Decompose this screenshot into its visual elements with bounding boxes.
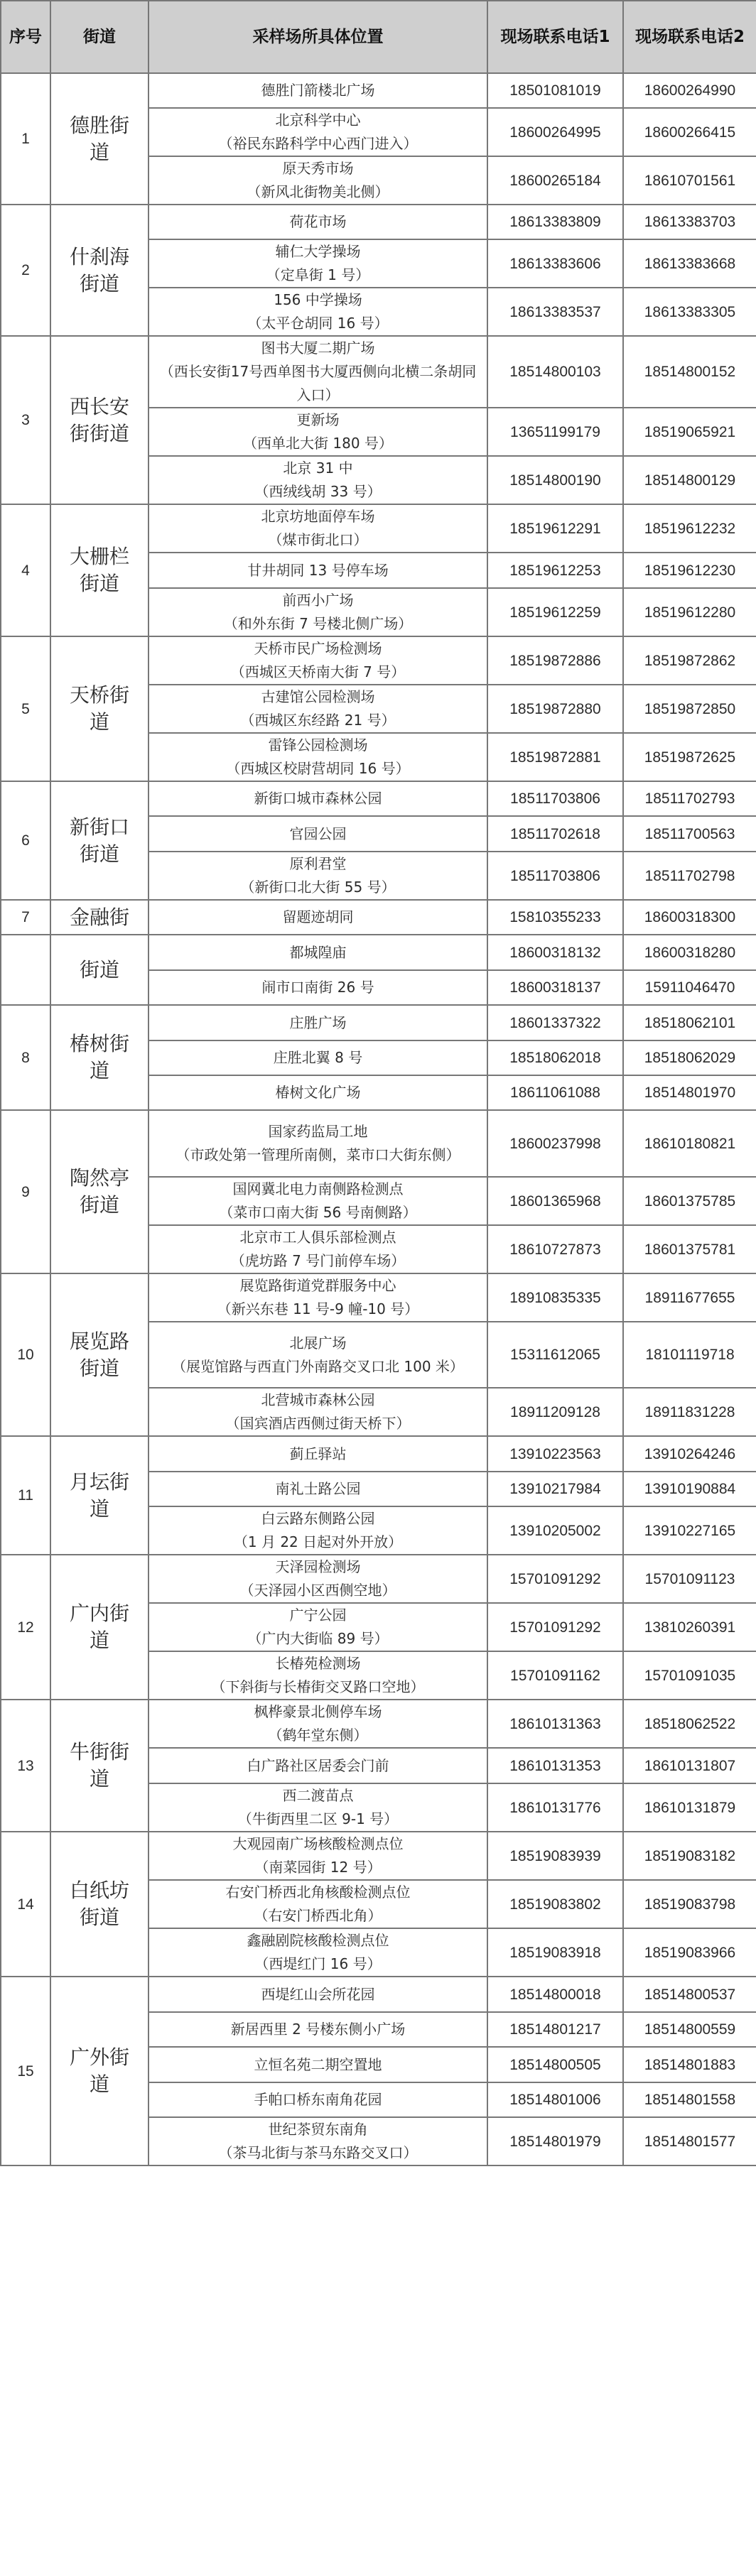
- location-cell: [148, 1472, 487, 1506]
- row-number: 3: [1, 336, 50, 504]
- location-address: （西单北大街 180 号）: [243, 435, 393, 452]
- phone1-cell: 18613383606: [487, 239, 623, 288]
- location-address: （虎坊路 7 号门前停车场）: [230, 1252, 406, 1269]
- street-name: 大栅栏街道: [50, 504, 148, 636]
- location-cell: [148, 288, 487, 336]
- table-row: [1, 900, 756, 935]
- location-cell: [148, 553, 487, 588]
- row-number: 12: [1, 1555, 50, 1700]
- phone1-cell: 18611061088: [487, 1075, 623, 1110]
- street-name: 新街口街道: [50, 781, 148, 900]
- phone2-cell: 18514800152: [623, 336, 756, 408]
- phone1-cell: 15701091162: [487, 1651, 623, 1700]
- row-number: 4: [1, 504, 50, 636]
- street-name: 什刹海街道: [50, 205, 148, 336]
- location-cell: [148, 935, 487, 970]
- location-address: （新街口北大街 55 号）: [240, 879, 396, 896]
- phone2-cell: 18519065921: [623, 408, 756, 456]
- table-row: [1, 935, 756, 970]
- location-name: 天泽园检测场: [275, 1558, 361, 1575]
- phone1-cell: 18613383809: [487, 205, 623, 239]
- location-name: 北展广场: [289, 1334, 347, 1352]
- phone1-cell: 18519872881: [487, 733, 623, 781]
- location-address: （天泽园小区西侧空地）: [239, 1582, 396, 1599]
- location-name: 庄胜广场: [289, 1013, 347, 1031]
- phone2-cell: 18514800559: [623, 2012, 756, 2047]
- phone2-cell: 18519612280: [623, 588, 756, 636]
- phone2-cell: 18613383668: [623, 239, 756, 288]
- location-address: （裕民东路科学中心西门进入）: [218, 135, 418, 152]
- location-address: （煤市街北口）: [268, 531, 368, 548]
- phone1-cell: 18514800018: [487, 1977, 623, 2012]
- phone2-cell: 15701091035: [623, 1651, 756, 1700]
- location-name: 蓟丘驿站: [289, 1445, 347, 1462]
- phone2-cell: 18911831228: [623, 1388, 756, 1436]
- location-cell: [148, 1928, 487, 1977]
- location-name: 庄胜北翼 8 号: [273, 1049, 363, 1066]
- location-address: （展览馆路与西直门外南路交叉口北 100 米）: [172, 1357, 464, 1375]
- row-number: 9: [1, 1110, 50, 1273]
- phone1-cell: 18601365968: [487, 1177, 623, 1225]
- street-name: 西长安街街道: [50, 336, 148, 504]
- phone2-cell: 18601375781: [623, 1225, 756, 1273]
- table-row: [1, 504, 756, 553]
- phone2-cell: 18519872850: [623, 685, 756, 733]
- street-name: 陶然亭街道: [50, 1110, 148, 1273]
- location-address: （市政处第一管理所南侧，菜市口大街东侧）: [176, 1146, 460, 1163]
- location-address: （茶马北街与茶马东路交叉口）: [218, 2144, 418, 2161]
- location-name: 广宁公园: [289, 1607, 347, 1624]
- street-name: 街道: [50, 935, 148, 1005]
- phone2-cell: 13810260391: [623, 1603, 756, 1651]
- table-row: [1, 336, 756, 408]
- phone2-cell: 18511700563: [623, 816, 756, 852]
- location-name: 甘井胡同 13 号停车场: [247, 561, 389, 579]
- phone1-cell: 18519083939: [487, 1832, 623, 1880]
- phone2-cell: 18519612232: [623, 504, 756, 553]
- location-cell: [148, 504, 487, 553]
- table-row: [1, 781, 756, 816]
- phone2-cell: 18101119718: [623, 1322, 756, 1388]
- location-name: 雷锋公园检测场: [268, 737, 368, 754]
- location-cell: [148, 1075, 487, 1110]
- phone2-cell: 18610701561: [623, 156, 756, 205]
- location-name: 展览路街道党群服务中心: [239, 1277, 396, 1294]
- phone2-cell: 18613383703: [623, 205, 756, 239]
- row-number: 6: [1, 781, 50, 900]
- phone2-cell: 18518062101: [623, 1005, 756, 1040]
- location-cell: [148, 205, 487, 239]
- location-cell: [148, 2047, 487, 2082]
- phone2-cell: 18514801577: [623, 2117, 756, 2165]
- phone2-cell: 18600264990: [623, 73, 756, 108]
- location-address: （广内大街临 89 号）: [247, 1630, 389, 1647]
- location-address: （定阜街 1 号）: [266, 266, 370, 283]
- street-name: 展览路街道: [50, 1273, 148, 1436]
- location-name: 南礼士路公园: [275, 1480, 361, 1497]
- row-number: [1, 935, 50, 1005]
- phone1-cell: 18600264995: [487, 108, 623, 156]
- phone2-cell: 18519612230: [623, 553, 756, 588]
- phone1-cell: 18600265184: [487, 156, 623, 205]
- table-row: [1, 1700, 756, 1748]
- location-cell: [148, 1783, 487, 1832]
- location-cell: [148, 970, 487, 1005]
- row-number: 7: [1, 900, 50, 935]
- phone2-cell: 18514800537: [623, 1977, 756, 2012]
- location-cell: [148, 1977, 487, 2012]
- location-address: （菜市口南大街 56 号南侧路）: [219, 1204, 417, 1221]
- table-row: [1, 1832, 756, 1880]
- location-cell: [148, 1110, 487, 1177]
- phone1-cell: 18600237998: [487, 1110, 623, 1177]
- table-row: [1, 636, 756, 685]
- phone1-cell: 18514801006: [487, 2082, 623, 2117]
- location-address: （西城区校尉营胡同 16 号）: [226, 760, 410, 777]
- location-cell: [148, 456, 487, 504]
- location-name: 手帕口桥东南角花园: [254, 2091, 382, 2108]
- phone2-cell: 18514801558: [623, 2082, 756, 2117]
- phone1-cell: 18519872880: [487, 685, 623, 733]
- location-cell: [148, 1273, 487, 1322]
- street-name: 天桥街道: [50, 636, 148, 781]
- table-row: [1, 73, 756, 108]
- location-name: 北京 31 中: [283, 460, 353, 477]
- phone1-cell: 13651199179: [487, 408, 623, 456]
- location-cell: [148, 733, 487, 781]
- location-name: 新街口城市森林公园: [254, 790, 382, 807]
- phone1-cell: 15810355233: [487, 900, 623, 935]
- location-name: 国家药监局工地: [268, 1123, 368, 1140]
- location-address: （西城区东经路 21 号）: [240, 712, 396, 729]
- location-cell: [148, 2082, 487, 2117]
- phone2-cell: 18610180821: [623, 1110, 756, 1177]
- phone2-cell: 18519083182: [623, 1832, 756, 1880]
- location-name: 更新场: [296, 411, 340, 428]
- location-cell: [148, 108, 487, 156]
- location-name: 留题迹胡同: [282, 908, 354, 925]
- phone2-cell: 18601375785: [623, 1177, 756, 1225]
- header-location: 采样场所具体位置: [148, 1, 487, 73]
- phone2-cell: 18600318280: [623, 935, 756, 970]
- location-cell: [148, 1651, 487, 1700]
- phone2-cell: 13910264246: [623, 1436, 756, 1472]
- phone1-cell: 18613383537: [487, 288, 623, 336]
- phone2-cell: 18511702798: [623, 852, 756, 900]
- table-body: [1, 73, 756, 2165]
- phone2-cell: 18518062522: [623, 1700, 756, 1748]
- phone2-cell: 18613383305: [623, 288, 756, 336]
- street-name: 白纸坊街道: [50, 1832, 148, 1977]
- location-address: （西绒线胡 33 号）: [254, 483, 382, 500]
- location-name: 原天秀市场: [282, 160, 354, 177]
- location-cell: [148, 408, 487, 456]
- location-name: 白广路社区居委会门前: [247, 1756, 389, 1774]
- location-address: （西城区天桥南大街 7 号）: [230, 663, 406, 680]
- phone1-cell: 18514800103: [487, 336, 623, 408]
- location-cell: [148, 852, 487, 900]
- street-name: 金融街: [50, 900, 148, 935]
- location-cell: [148, 1555, 487, 1603]
- phone1-cell: 18514801979: [487, 2117, 623, 2165]
- location-cell: [148, 1005, 487, 1040]
- phone2-cell: 13910227165: [623, 1506, 756, 1555]
- table-row: [1, 1273, 756, 1322]
- phone2-cell: 15911046470: [623, 970, 756, 1005]
- phone1-cell: 18600318137: [487, 970, 623, 1005]
- header-street: 街道: [50, 1, 148, 73]
- row-number: 13: [1, 1700, 50, 1832]
- phone1-cell: 15701091292: [487, 1555, 623, 1603]
- location-cell: [148, 1700, 487, 1748]
- location-cell: [148, 336, 487, 408]
- location-name: 白云路东侧路公园: [261, 1510, 375, 1527]
- phone1-cell: 18511703806: [487, 852, 623, 900]
- phone1-cell: 18519083918: [487, 1928, 623, 1977]
- location-name: 156 中学操场: [274, 291, 362, 308]
- phone1-cell: 18518062018: [487, 1040, 623, 1075]
- phone1-cell: 18610131363: [487, 1700, 623, 1748]
- location-name: 立恒名苑二期空置地: [254, 2055, 382, 2073]
- location-name: 北营城市森林公园: [261, 1391, 375, 1408]
- location-name: 都城隍庙: [289, 943, 347, 961]
- location-name: 古建馆公园检测场: [261, 688, 375, 705]
- location-cell: [148, 1832, 487, 1880]
- phone1-cell: 18610131776: [487, 1783, 623, 1832]
- location-address: （和外东街 7 号楼北侧广场）: [223, 615, 413, 632]
- row-number: 14: [1, 1832, 50, 1977]
- phone1-cell: 18511703806: [487, 781, 623, 816]
- location-cell: [148, 73, 487, 108]
- phone1-cell: 15311612065: [487, 1322, 623, 1388]
- location-name: 世纪茶贸东南角: [268, 2121, 368, 2138]
- location-cell: [148, 1603, 487, 1651]
- location-cell: [148, 1880, 487, 1928]
- location-name: 北京坊地面停车场: [261, 508, 375, 525]
- street-name: 月坛街道: [50, 1436, 148, 1555]
- location-cell: [148, 2117, 487, 2165]
- phone2-cell: 18511702793: [623, 781, 756, 816]
- location-cell: [148, 1748, 487, 1783]
- phone2-cell: 18911677655: [623, 1273, 756, 1322]
- phone1-cell: 18911209128: [487, 1388, 623, 1436]
- location-cell: [148, 2012, 487, 2047]
- location-address: （新兴东巷 11 号-9 幢-10 号）: [217, 1300, 419, 1317]
- location-name: 右安门桥西北角核酸检测点位: [225, 1884, 411, 1901]
- location-address: （下斜街与长椿街交叉路口空地）: [211, 1678, 425, 1695]
- location-name: 前西小广场: [282, 592, 354, 609]
- phone2-cell: 18519872862: [623, 636, 756, 685]
- location-name: 天桥市民广场检测场: [254, 640, 382, 657]
- street-name: 广内街道: [50, 1555, 148, 1700]
- phone1-cell: 13910223563: [487, 1436, 623, 1472]
- phone2-cell: 18610131879: [623, 1783, 756, 1832]
- phone2-cell: 18514801970: [623, 1075, 756, 1110]
- location-name: 长椿苑检测场: [275, 1655, 361, 1672]
- location-cell: [148, 156, 487, 205]
- location-name: 西堤红山会所花园: [261, 1985, 375, 2003]
- location-cell: [148, 1322, 487, 1388]
- location-address: （1 月 22 日起对外开放）: [233, 1533, 403, 1550]
- street-name: 广外街道: [50, 1977, 148, 2165]
- location-cell: [148, 1506, 487, 1555]
- header-no: 序号: [1, 1, 50, 73]
- phone1-cell: 18514800190: [487, 456, 623, 504]
- street-name: 椿树街道: [50, 1005, 148, 1110]
- phone2-cell: 13910190884: [623, 1472, 756, 1506]
- phone2-cell: 18600318300: [623, 900, 756, 935]
- location-address: （西堤红门 16 号）: [254, 1955, 382, 1972]
- phone2-cell: 18519083798: [623, 1880, 756, 1928]
- location-cell: [148, 781, 487, 816]
- location-cell: [148, 1436, 487, 1472]
- location-name: 官园公园: [289, 825, 347, 842]
- location-cell: [148, 588, 487, 636]
- location-name: 枫桦豪景北侧停车场: [254, 1703, 382, 1720]
- row-number: 15: [1, 1977, 50, 2165]
- location-name: 原利君堂: [289, 855, 347, 872]
- location-cell: [148, 685, 487, 733]
- phone1-cell: 18511702618: [487, 816, 623, 852]
- phone1-cell: 18601337322: [487, 1005, 623, 1040]
- phone1-cell: 18519872886: [487, 636, 623, 685]
- location-name: 荷花市场: [289, 213, 347, 230]
- location-name: 新居西里 2 号楼东侧小广场: [230, 2021, 406, 2038]
- location-name: 闹市口南街 26 号: [261, 979, 374, 996]
- location-address: （新风北街物美北侧）: [247, 183, 389, 200]
- table-row: [1, 1555, 756, 1603]
- location-cell: [148, 816, 487, 852]
- phone1-cell: 18610131353: [487, 1748, 623, 1783]
- phone1-cell: 18600318132: [487, 935, 623, 970]
- location-cell: [148, 636, 487, 685]
- phone2-cell: 18514801883: [623, 2047, 756, 2082]
- table-row: [1, 1005, 756, 1040]
- table-row: [1, 1110, 756, 1177]
- location-name: 北京市工人俱乐部检测点: [239, 1229, 396, 1246]
- phone1-cell: 18519612253: [487, 553, 623, 588]
- location-cell: [148, 1225, 487, 1273]
- phone2-cell: 18519083966: [623, 1928, 756, 1977]
- table-row: [1, 1977, 756, 2012]
- location-cell: [148, 1040, 487, 1075]
- phone2-cell: 18610131807: [623, 1748, 756, 1783]
- location-cell: [148, 900, 487, 935]
- location-address: （鹤年堂东侧）: [268, 1727, 368, 1744]
- row-number: 1: [1, 73, 50, 205]
- phone2-cell: 18519872625: [623, 733, 756, 781]
- location-name: 德胜门箭楼北广场: [261, 82, 375, 99]
- location-address: （牛街西里二区 9-1 号）: [237, 1810, 399, 1827]
- location-name: 国网冀北电力南侧路检测点: [232, 1180, 404, 1197]
- location-name: 椿树文化广场: [275, 1084, 361, 1101]
- row-number: 2: [1, 205, 50, 336]
- phone1-cell: 18514801217: [487, 2012, 623, 2047]
- row-number: 8: [1, 1005, 50, 1110]
- phone2-cell: 15701091123: [623, 1555, 756, 1603]
- location-name: 图书大厦二期广场: [261, 339, 375, 357]
- location-cell: [148, 1177, 487, 1225]
- phone1-cell: 18514800505: [487, 2047, 623, 2082]
- location-name: 辅仁大学操场: [275, 243, 361, 260]
- phone2-cell: 18518062029: [623, 1040, 756, 1075]
- phone1-cell: 18501081019: [487, 73, 623, 108]
- row-number: 11: [1, 1436, 50, 1555]
- phone1-cell: 18910835335: [487, 1273, 623, 1322]
- header-phone1: 现场联系电话1: [487, 1, 623, 73]
- phone2-cell: 18600266415: [623, 108, 756, 156]
- header-row: [1, 1, 756, 73]
- header-phone2: 现场联系电话2: [623, 1, 756, 73]
- location-address: （右安门桥西北角）: [254, 1907, 382, 1924]
- phone1-cell: 18610727873: [487, 1225, 623, 1273]
- street-name: 德胜街道: [50, 73, 148, 205]
- phone1-cell: 15701091292: [487, 1603, 623, 1651]
- table-row: [1, 1436, 756, 1472]
- table-row: [1, 205, 756, 239]
- location-name: 北京科学中心: [275, 112, 361, 129]
- phone1-cell: 13910205002: [487, 1506, 623, 1555]
- location-name: 鑫融剧院核酸检测点位: [247, 1932, 389, 1949]
- phone1-cell: 18519612291: [487, 504, 623, 553]
- location-name: 西二渡苗点: [282, 1787, 354, 1804]
- phone1-cell: 18519612259: [487, 588, 623, 636]
- phone1-cell: 18519083802: [487, 1880, 623, 1928]
- location-address: （南菜园街 12 号）: [254, 1859, 382, 1876]
- street-name: 牛街街道: [50, 1700, 148, 1832]
- location-cell: [148, 1388, 487, 1436]
- location-address: （太平仓胡同 16 号）: [247, 315, 389, 332]
- phone1-cell: 13910217984: [487, 1472, 623, 1506]
- location-cell: [148, 239, 487, 288]
- location-address: （西长安街17号西单图书大厦西侧向北横二条胡同入口）: [159, 363, 477, 403]
- location-address: （国宾酒店西侧过街天桥下）: [225, 1415, 411, 1432]
- location-name: 大观园南广场核酸检测点位: [232, 1835, 404, 1852]
- row-number: 5: [1, 636, 50, 781]
- row-number: 10: [1, 1273, 50, 1436]
- phone2-cell: 18514800129: [623, 456, 756, 504]
